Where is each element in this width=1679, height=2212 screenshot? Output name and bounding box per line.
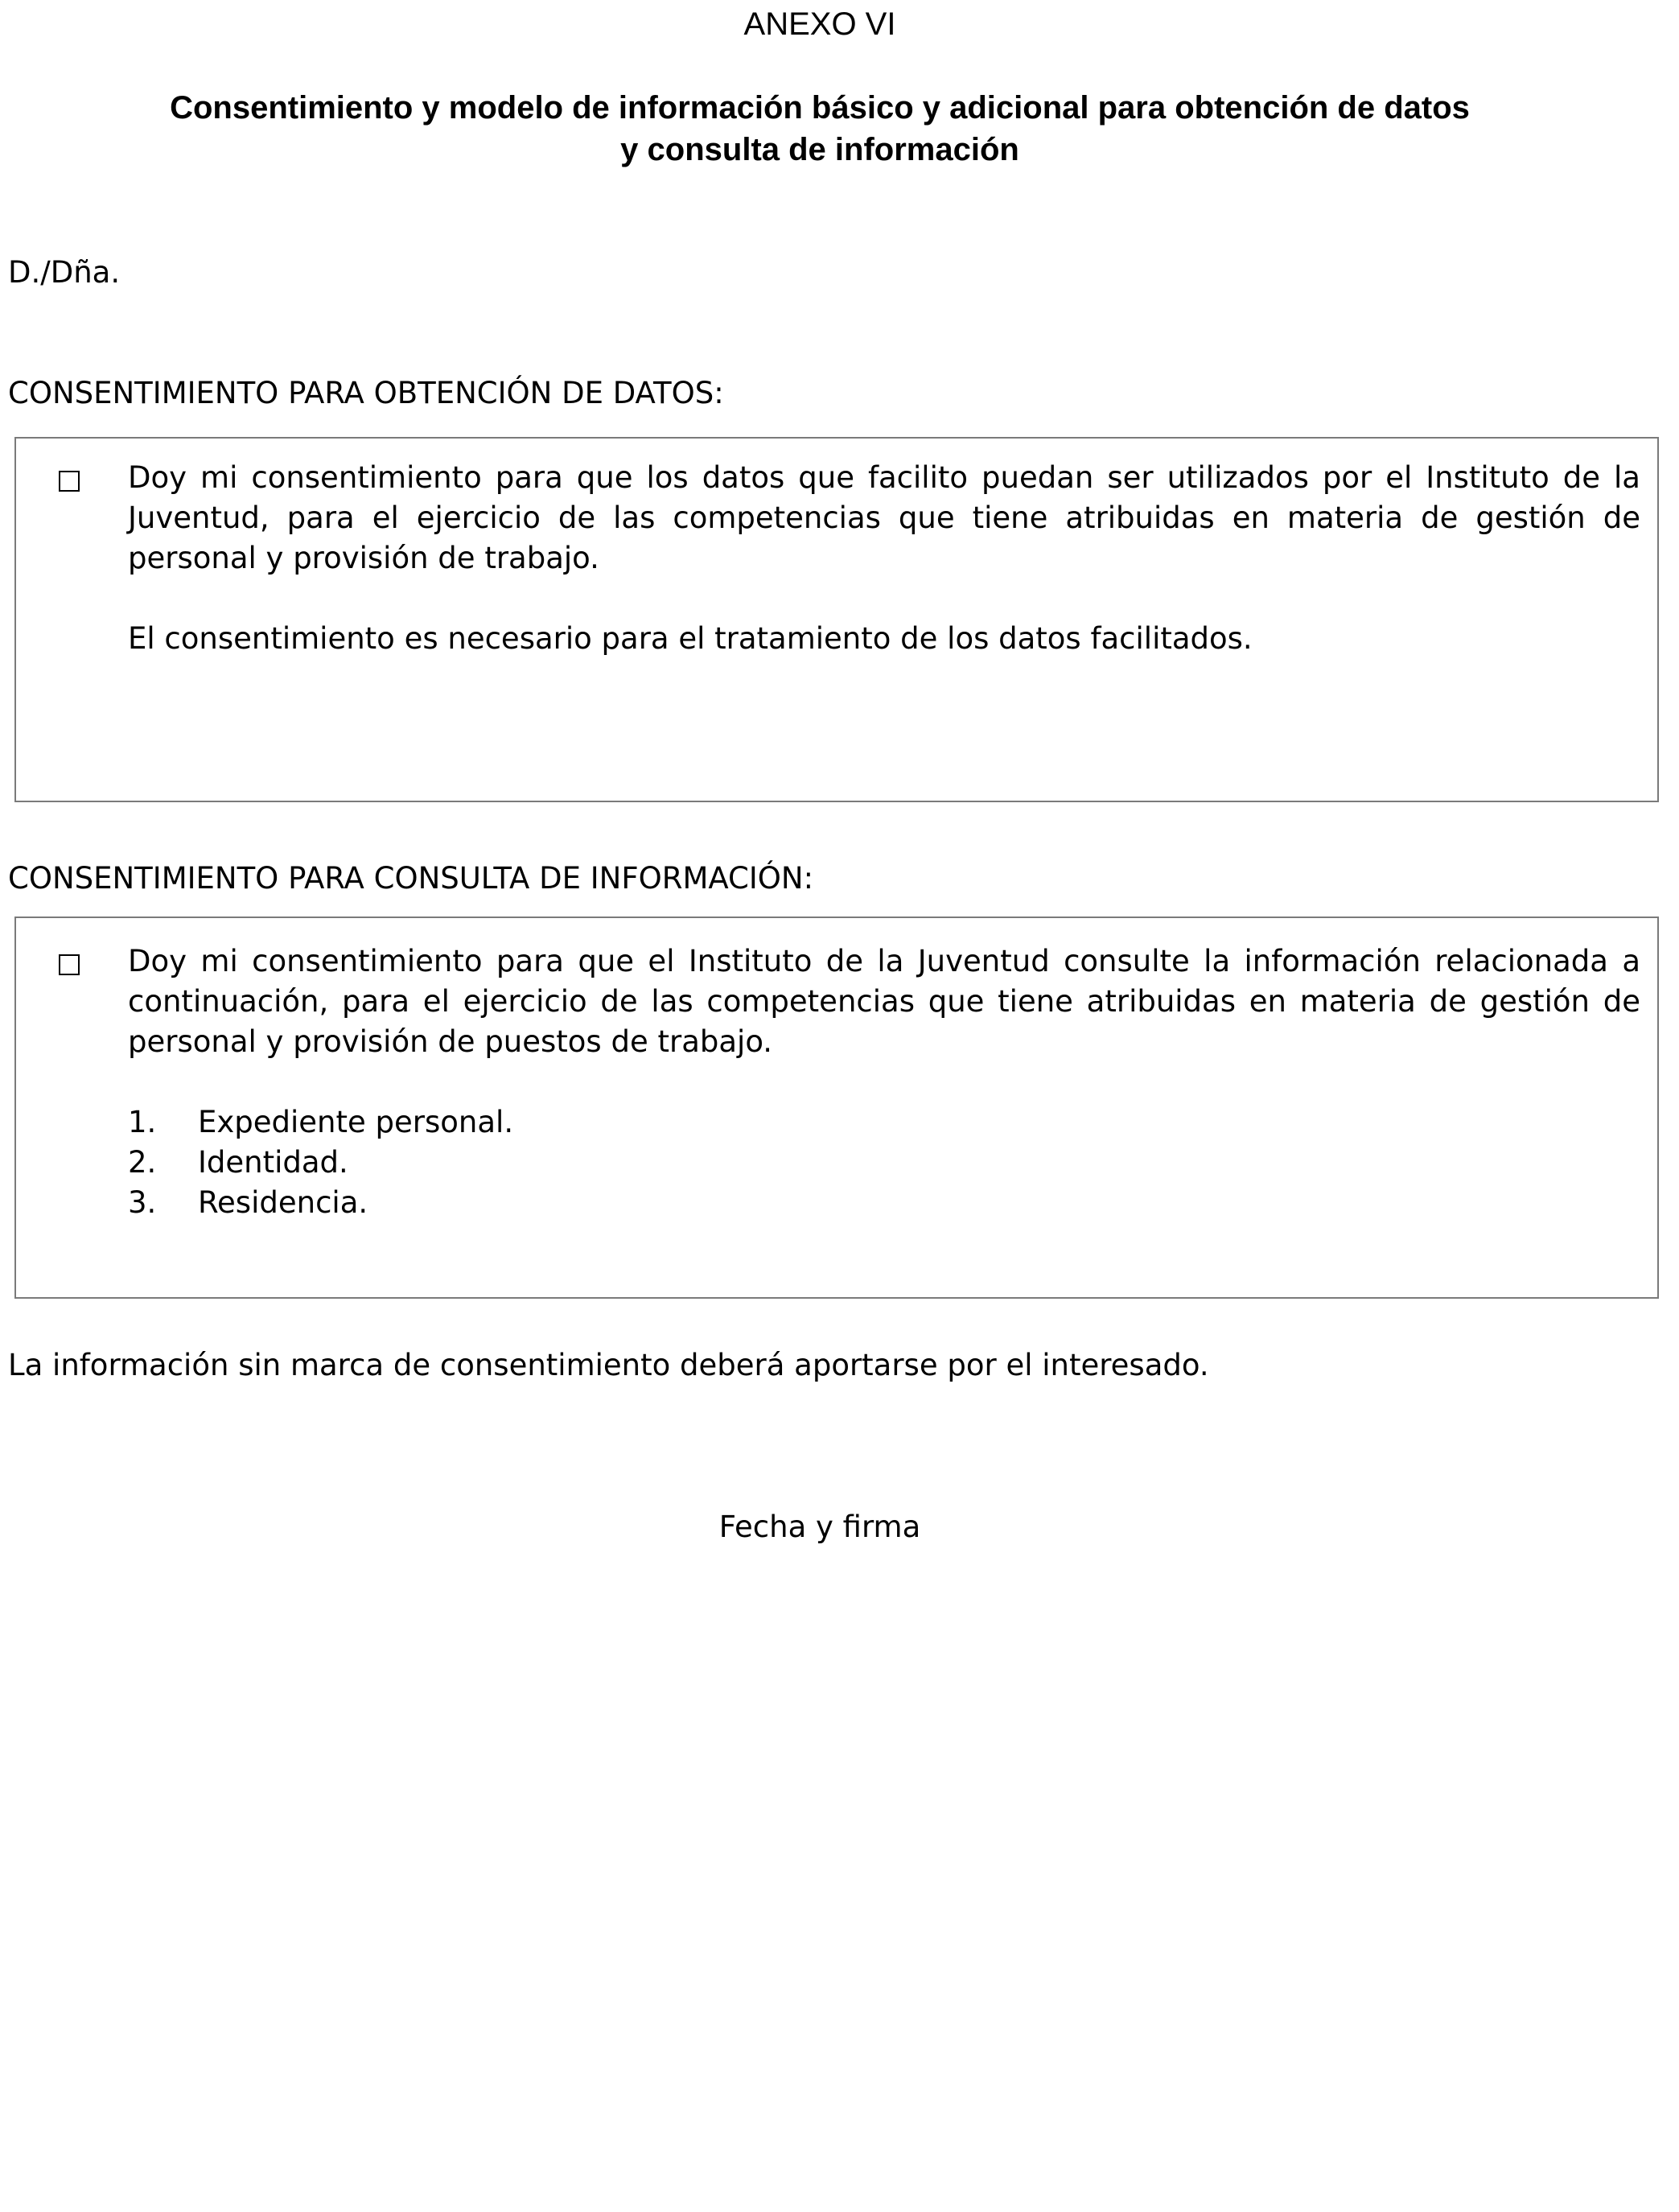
info-consent-text: Doy mi consentimiento para que el Instituto de la Juventud consulte la información relacionada a continuación, para el ejercicio de las competencias que tiene atribuidas en materia de gestión de personal y provisión de puestos de trabajo.	[128, 944, 1640, 1059]
data-consent-box	[14, 437, 1659, 802]
data-consent-text: Doy mi consentimiento para que los datos que facilito puedan ser utilizados por el Instituto de la Juventud, para el ejercicio de las competencias que tiene atribuidas en materia de gestión de personal y provisión de trabajo.	[128, 460, 1640, 575]
data-consent-heading: CONSENTIMIENTO PARA OBTENCIÓN DE DATOS:	[8, 376, 724, 410]
name-label: D./Dña.	[8, 255, 121, 290]
list-item-number: 3.	[128, 1185, 157, 1220]
list-item-text: Identidad.	[198, 1145, 348, 1180]
footer-note: La información sin marca de consentimiento deberá aportarse por el interesado.	[8, 1348, 1209, 1382]
list-item-text: Expediente personal.	[198, 1105, 514, 1139]
subtitle-line-2: y consulta de información	[620, 132, 1019, 167]
annex-title: ANEXO VI	[743, 6, 896, 42]
info-consent-box	[14, 917, 1659, 1299]
info-consent-checkbox[interactable]	[59, 954, 80, 975]
data-consent-note: El consentimiento es necesario para el tratamiento de los datos facilitados.	[128, 621, 1253, 656]
document-subtitle	[48, 87, 1591, 171]
list-item-text: Residencia.	[198, 1185, 368, 1220]
info-consent-heading: CONSENTIMIENTO PARA CONSULTA DE INFORMACIÓN:	[8, 861, 814, 896]
signature-label: Fecha y firma	[718, 1510, 921, 1544]
subtitle-line-1: Consentimiento y modelo de información básico y adicional para obtención de datos	[170, 90, 1470, 126]
list-item-number: 2.	[128, 1145, 157, 1180]
data-consent-checkbox[interactable]	[59, 471, 80, 492]
list-item-number: 1.	[128, 1105, 157, 1139]
